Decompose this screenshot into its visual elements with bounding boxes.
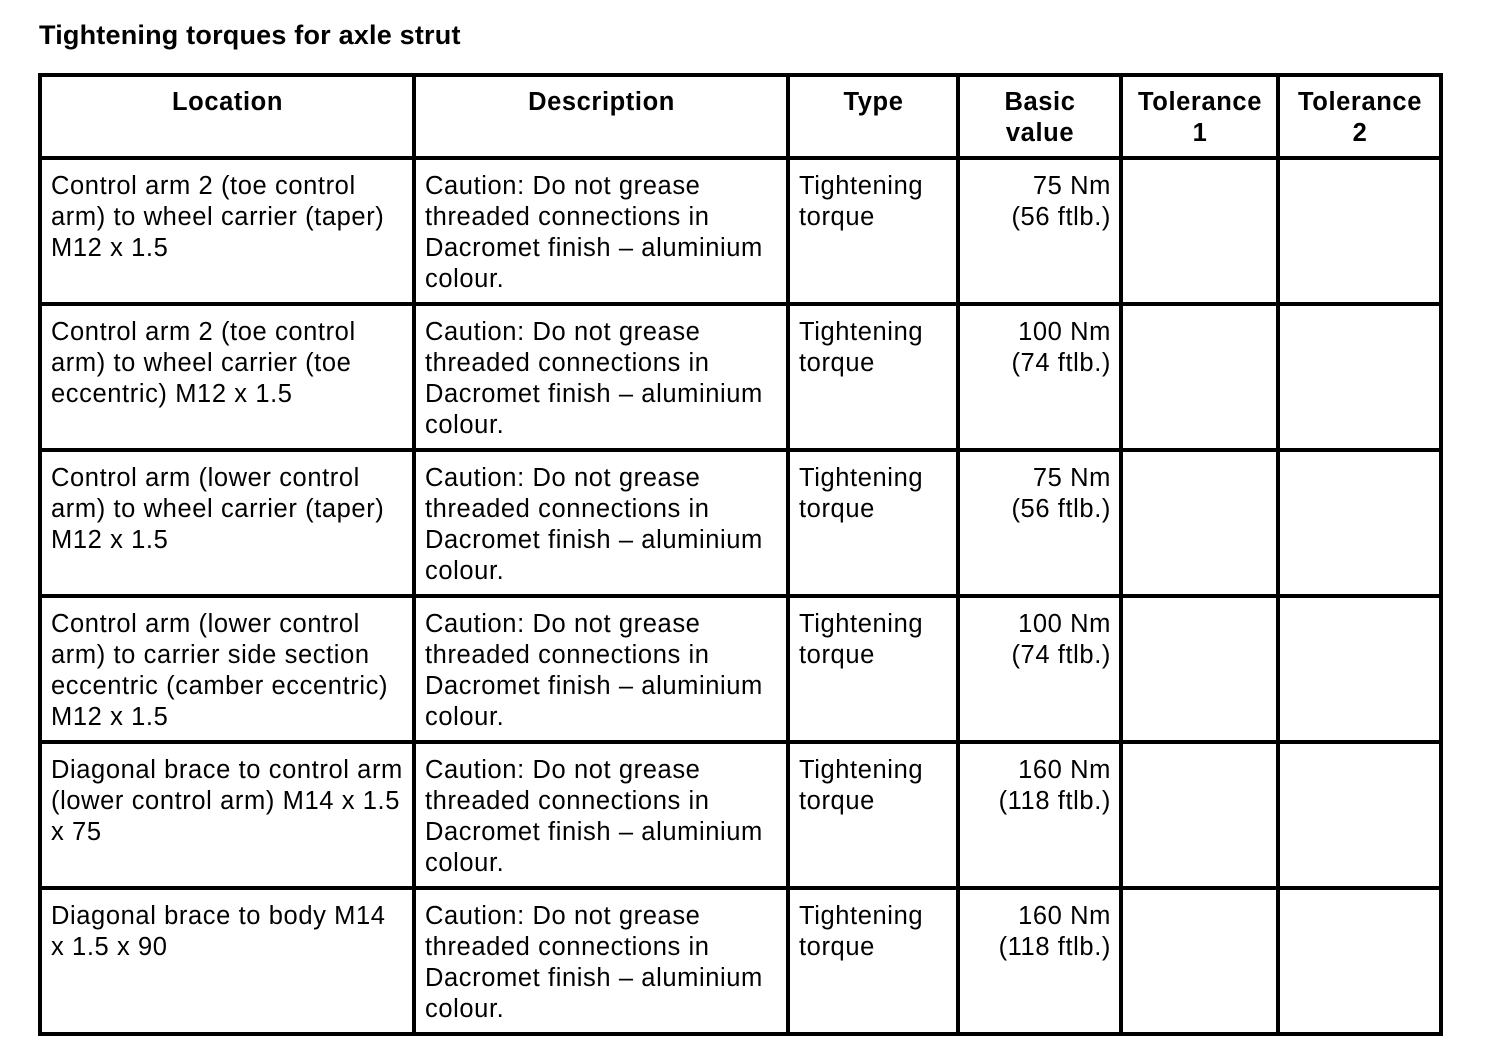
- description-cell: Caution: Do not grease threaded connections in Dacromet finish – aluminium colour.: [414, 304, 788, 450]
- column-header-description: Description: [414, 75, 788, 158]
- location-cell: Control arm (lower control arm) to carrier side section eccentric (camber eccentric) M12 x 1.5: [40, 596, 414, 742]
- column-header-type: Type: [788, 75, 958, 158]
- basic-value-nm: 160 Nm: [1018, 756, 1111, 784]
- type-cell: Tightening torque: [788, 742, 958, 888]
- tolerance-2-cell: [1278, 158, 1441, 304]
- location-cell: Control arm 2 (toe control arm) to wheel carrier (toe eccentric) M12 x 1.5: [40, 304, 414, 450]
- tolerance-2-cell: [1278, 742, 1441, 888]
- torque-table: [38, 73, 1443, 1036]
- table-row: [40, 742, 1441, 888]
- tolerance-2-cell: [1278, 450, 1441, 596]
- tolerance-1-cell: [1121, 742, 1278, 888]
- type-cell: Tightening torque: [788, 158, 958, 304]
- basic-value-ftlb: (56 ftlb.): [1011, 495, 1111, 523]
- column-header-location: Location: [40, 75, 414, 158]
- tolerance-1-cell: [1121, 888, 1278, 1034]
- location-cell: Diagonal brace to control arm (lower control arm) M14 x 1.5 x 75: [40, 742, 414, 888]
- column-header-tolerance-2: Tolerance 2: [1278, 75, 1441, 158]
- basic-value-nm: 100 Nm: [1018, 610, 1111, 638]
- basic-value-cell: [958, 450, 1121, 596]
- description-cell: Caution: Do not grease threaded connections in Dacromet finish – aluminium colour.: [414, 742, 788, 888]
- table-row: [40, 888, 1441, 1034]
- basic-value-nm: 75 Nm: [1032, 172, 1111, 200]
- table-row: [40, 450, 1441, 596]
- column-header-basic-value: Basic value: [958, 75, 1121, 158]
- tolerance-1-cell: [1121, 596, 1278, 742]
- basic-value-ftlb: (74 ftlb.): [1011, 641, 1111, 669]
- description-cell: Caution: Do not grease threaded connections in Dacromet finish – aluminium colour.: [414, 450, 788, 596]
- basic-value-cell: [958, 596, 1121, 742]
- basic-value-cell: [958, 742, 1121, 888]
- type-cell: Tightening torque: [788, 304, 958, 450]
- tolerance-1-cell: [1121, 158, 1278, 304]
- basic-value-ftlb: (118 ftlb.): [998, 933, 1111, 961]
- table-row: [40, 596, 1441, 742]
- basic-value-cell: [958, 888, 1121, 1034]
- location-cell: Control arm (lower control arm) to wheel carrier (taper) M12 x 1.5: [40, 450, 414, 596]
- table-row: [40, 304, 1441, 450]
- description-cell: Caution: Do not grease threaded connections in Dacromet finish – aluminium colour.: [414, 888, 788, 1034]
- table-row: [40, 158, 1441, 304]
- type-cell: Tightening torque: [788, 596, 958, 742]
- location-cell: Diagonal brace to body M14 x 1.5 x 90: [40, 888, 414, 1034]
- basic-value-cell: [958, 304, 1121, 450]
- basic-value-nm: 160 Nm: [1018, 902, 1111, 930]
- type-cell: Tightening torque: [788, 888, 958, 1034]
- basic-value-cell: [958, 158, 1121, 304]
- column-header-tolerance-1: Tolerance 1: [1121, 75, 1278, 158]
- tolerance-1-cell: [1121, 450, 1278, 596]
- basic-value-ftlb: (56 ftlb.): [1011, 203, 1111, 231]
- location-cell: Control arm 2 (toe control arm) to wheel carrier (taper) M12 x 1.5: [40, 158, 414, 304]
- type-cell: Tightening torque: [788, 450, 958, 596]
- description-cell: Caution: Do not grease threaded connections in Dacromet finish – aluminium colour.: [414, 158, 788, 304]
- table-header-row: [40, 75, 1441, 158]
- basic-value-ftlb: (74 ftlb.): [1011, 349, 1111, 377]
- tolerance-1-cell: [1121, 304, 1278, 450]
- description-cell: Caution: Do not grease threaded connections in Dacromet finish – aluminium colour.: [414, 596, 788, 742]
- basic-value-nm: 75 Nm: [1032, 464, 1111, 492]
- tolerance-2-cell: [1278, 888, 1441, 1034]
- basic-value-nm: 100 Nm: [1018, 318, 1111, 346]
- page-title: Tightening torques for axle strut: [39, 20, 461, 50]
- tolerance-2-cell: [1278, 596, 1441, 742]
- tolerance-2-cell: [1278, 304, 1441, 450]
- basic-value-ftlb: (118 ftlb.): [998, 787, 1111, 815]
